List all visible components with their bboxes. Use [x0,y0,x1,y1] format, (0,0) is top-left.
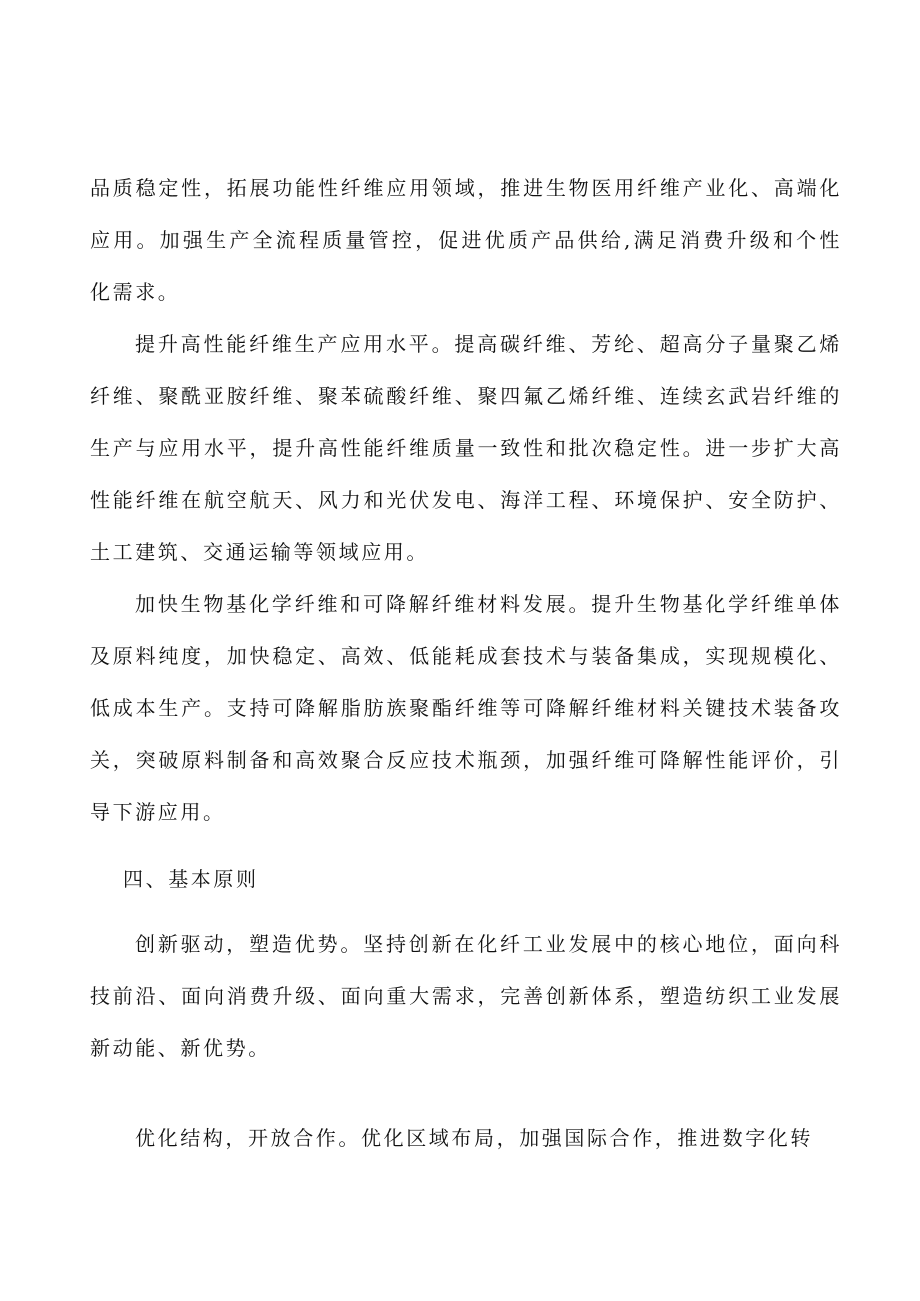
paragraph-innovation-driven: 创新驱动，塑造优势。坚持创新在化纤工业发展中的核心地位，面向科技前沿、面向消费升级、面向重大需求，完善创新体系，塑造纺织工业发展新动能、新优势。 [90,932,842,1060]
paragraph-optimize-structure: 优化结构，开放合作。优化区域布局，加强国际合作，推进数字化转 [135,1126,813,1150]
paragraph-bio-based-fiber: 加快生物基化学纤维和可降解纤维材料发展。提升生物基化学纤维单体及原料纯度，加快稳定、高效、低能耗成套技术与装备集成，实现规模化、低成本生产。支持可降解脂肪族聚酯纤维等可降解纤维材料关键技术装备攻关，突破原料制备和高效聚合反应技术瓶颈，加强纤维可降解性能评价，引导下游应用。 [90,592,842,824]
paragraph-high-performance-fiber: 提升高性能纤维生产应用水平。提高碳纤维、芳纶、超高分子量聚乙烯纤维、聚酰亚胺纤维、聚苯硫酸纤维、聚四氟乙烯纤维、连续玄武岩纤维的生产与应用水平，提升高性能纤维质量一致性和批次稳定性。进一步扩大高性能纤维在航空航天、风力和光伏发电、海洋工程、环境保护、安全防护、土工建筑、交通运输等领域应用。 [90,332,842,564]
section-heading: 四、基本原则 [123,867,259,891]
paragraph-continuation: 品质稳定性，拓展功能性纤维应用领域，推进生物医用纤维产业化、高端化应用。加强生产全流程质量管控，促进优质产品供给,满足消费升级和个性化需求。 [90,176,842,304]
